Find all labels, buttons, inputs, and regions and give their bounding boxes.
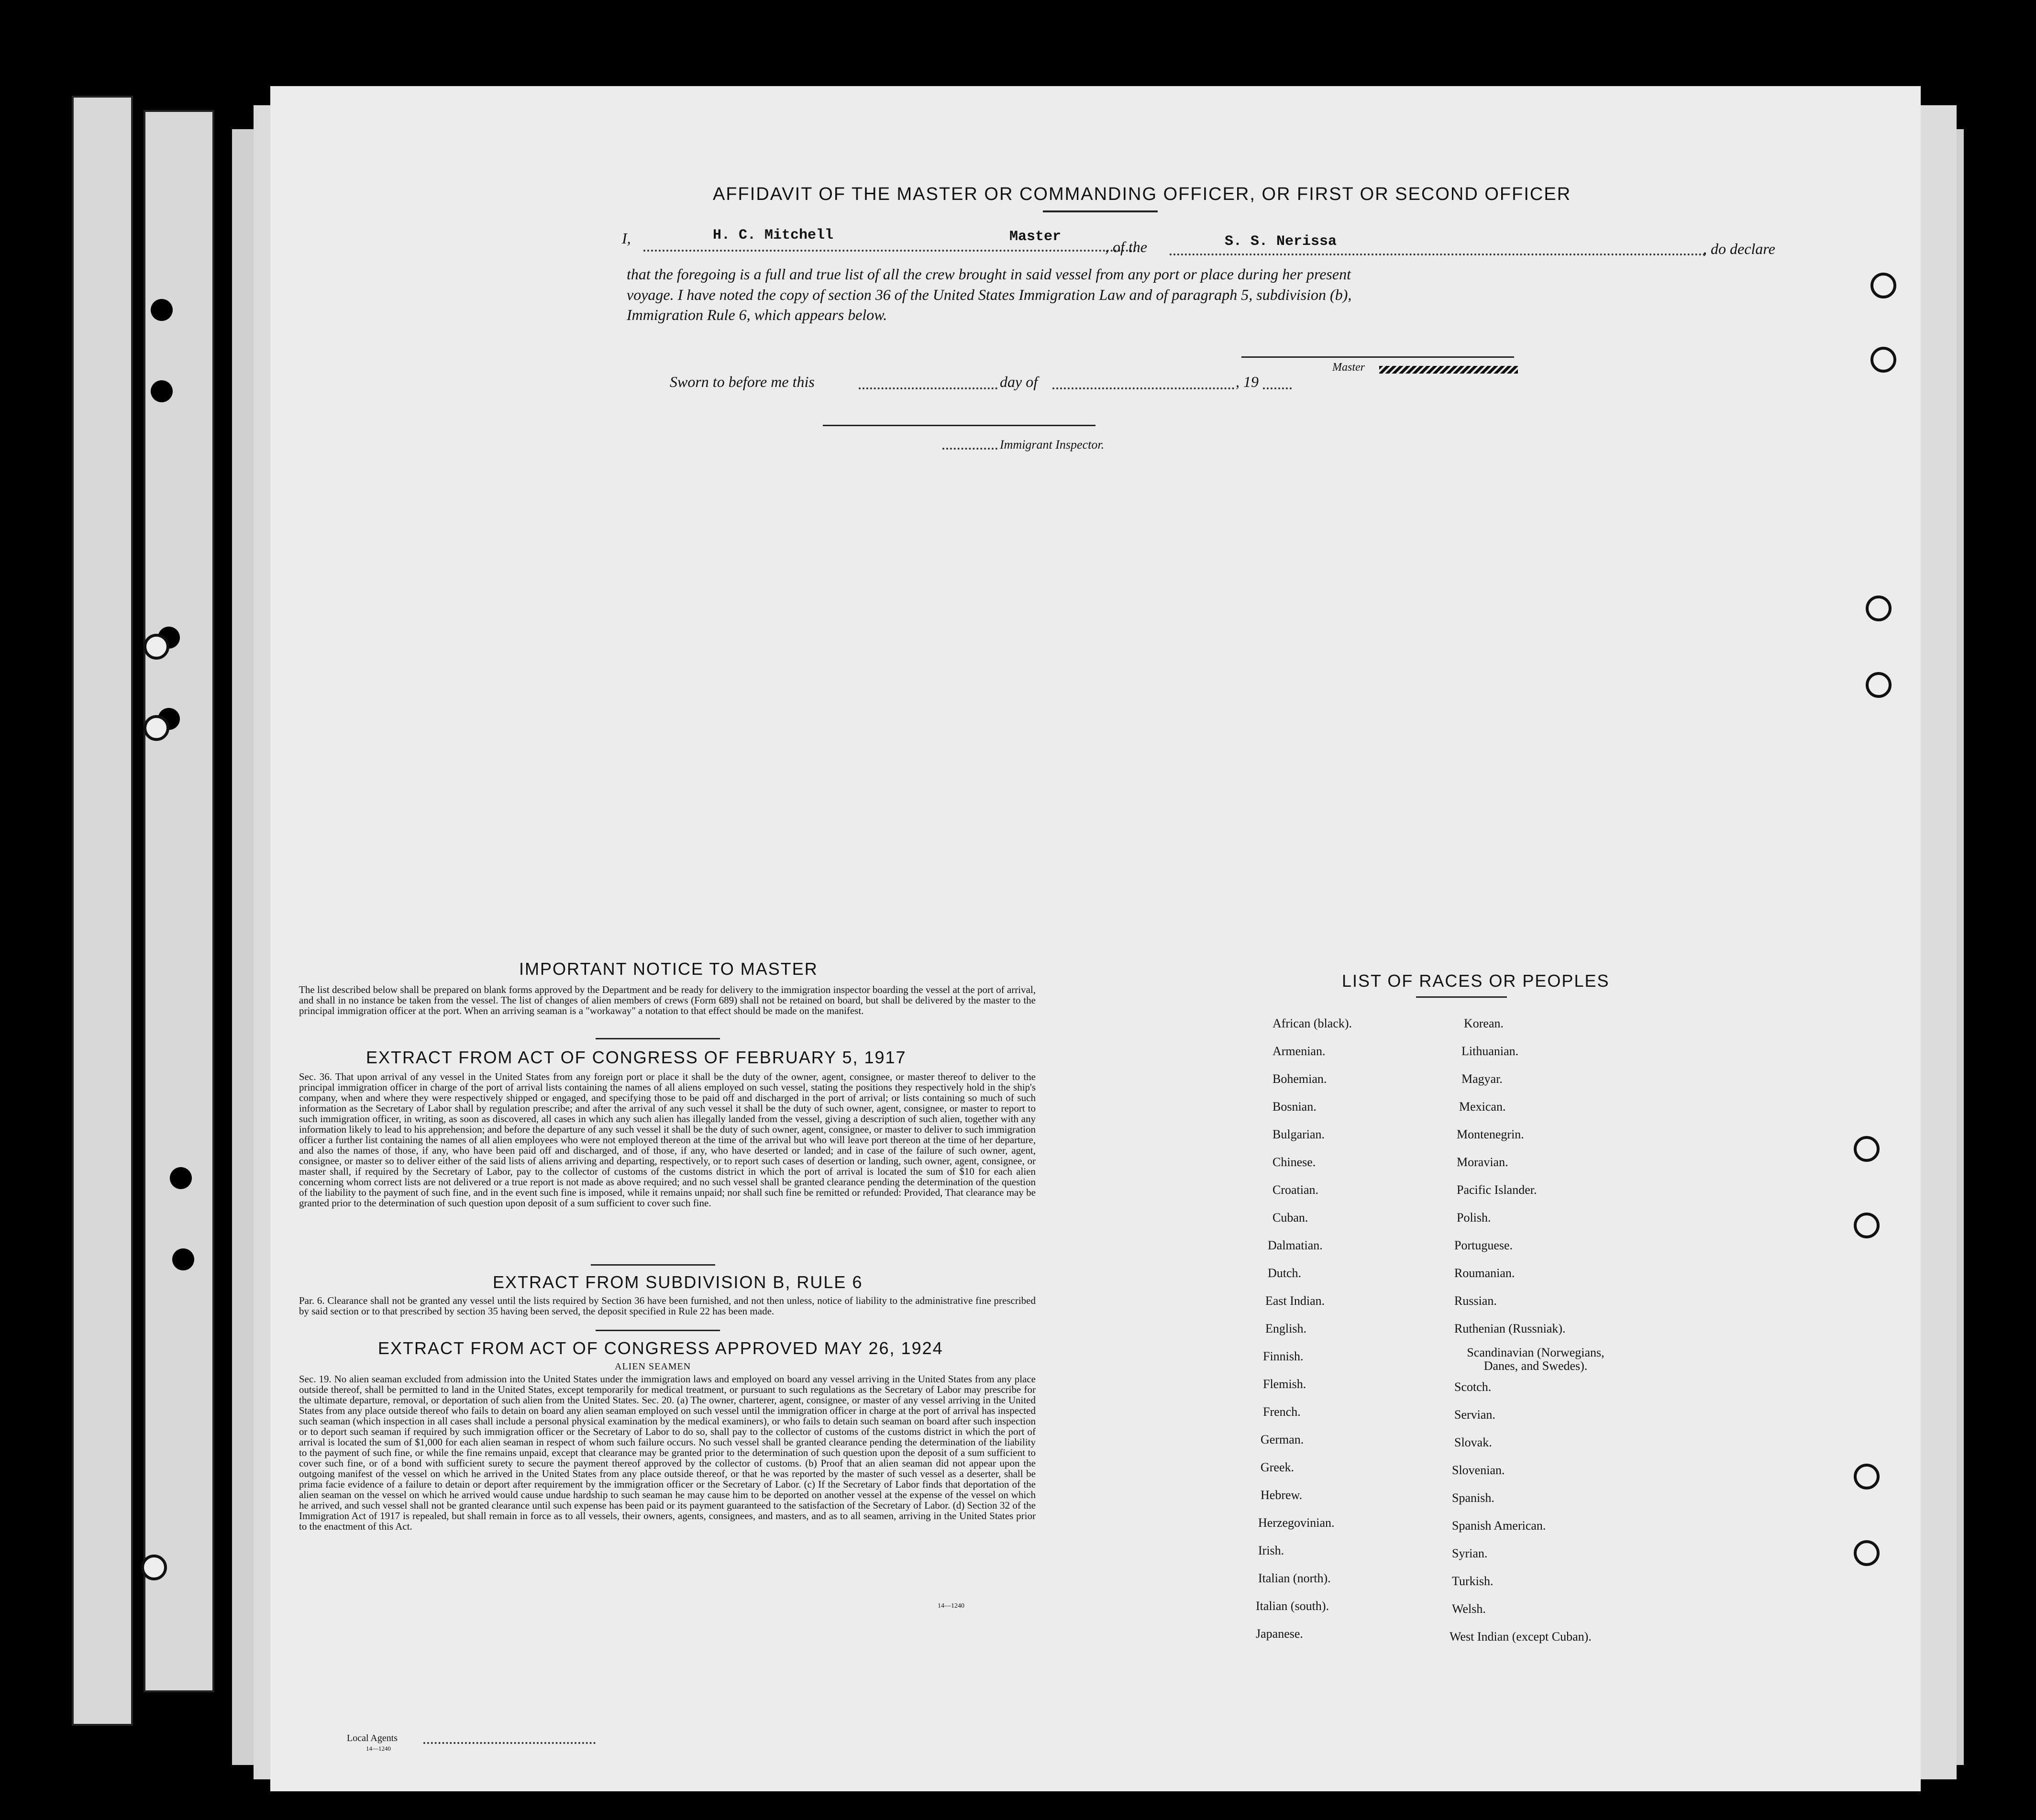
- page-ring: [1866, 596, 1892, 621]
- extract-1924-heading: EXTRACT FROM ACT OF CONGRESS APPROVED MAY 26, 1924: [378, 1338, 943, 1358]
- race-item: Hebrew.: [1261, 1488, 1303, 1502]
- race-item: Scandinavian (Norwegians, Danes, and Swedes).: [1467, 1346, 1604, 1373]
- race-item: Turkish.: [1452, 1574, 1494, 1588]
- footer-form-number: 14—1240: [366, 1745, 391, 1752]
- race-item: Cuban.: [1272, 1211, 1308, 1224]
- binder-strip-left: [72, 96, 133, 1726]
- race-item: English.: [1265, 1322, 1306, 1335]
- race-item: Spanish.: [1452, 1491, 1494, 1505]
- local-agents-label: Local Agents: [347, 1733, 398, 1743]
- alien-seamen-subheading: ALIEN SEAMEN: [615, 1361, 691, 1372]
- form-number: 14—1240: [938, 1602, 964, 1610]
- page-ring: [1866, 672, 1892, 698]
- race-item: Pacific Islander.: [1457, 1183, 1537, 1197]
- race-item: Mexican.: [1459, 1100, 1506, 1114]
- inspector-signature-line: [823, 425, 1095, 426]
- vessel-blank: [1170, 254, 1705, 255]
- binder-hole: [151, 380, 173, 402]
- race-item: Italian (north).: [1258, 1571, 1331, 1585]
- page-ring: [1854, 1136, 1880, 1162]
- race-item: African (black).: [1272, 1016, 1352, 1030]
- binder-hole: [172, 1248, 194, 1270]
- race-item: Croatian.: [1272, 1183, 1319, 1197]
- vessel-name-value: S. S. Nerissa: [1225, 233, 1337, 250]
- race-item: Roumanian.: [1454, 1266, 1515, 1280]
- race-item: Magyar.: [1461, 1072, 1503, 1086]
- race-item: Slovenian.: [1452, 1463, 1505, 1477]
- notice-divider: [596, 1038, 720, 1039]
- race-item: Bulgarian.: [1272, 1127, 1325, 1141]
- race-item: Bohemian.: [1272, 1072, 1327, 1086]
- race-item: Armenian.: [1272, 1044, 1326, 1058]
- page-ring: [1870, 347, 1896, 373]
- master-rank-value: Master: [1009, 229, 1062, 245]
- notice-body: The list described below shall be prepared on blank forms approved by the Department and be ready for delivery to the immigration inspector boarding the vessel at the port of arrival, and shall in no instance be taken from the vessel. The list of changes of alien members of crews (Form 689) shall not be retained on board, but shall be delivered by the master to the principal immigration officer at the port. When an arriving seaman is a "workaway" a notation to that effect should be made on the manifest.: [299, 984, 1036, 1016]
- affidavit-line-3: voyage. I have noted the copy of section 36 of the United States Immigration Law and of paragraph 5, subdivision (b),: [627, 286, 1352, 303]
- binder-ring: [144, 715, 169, 741]
- affidavit-line-2: that the foregoing is a full and true list of all the crew brought in said vessel from any port or place during her present: [627, 265, 1351, 283]
- binder-ring: [144, 634, 169, 660]
- race-item: Lithuanian.: [1461, 1044, 1519, 1058]
- local-agents-blank: [423, 1742, 596, 1744]
- race-item: Ruthenian (Russniak).: [1454, 1322, 1566, 1335]
- race-item: Flemish.: [1263, 1377, 1306, 1391]
- day-of-label: day of: [1000, 373, 1038, 390]
- race-item: Chinese.: [1272, 1155, 1316, 1169]
- extract-rule6-heading: EXTRACT FROM SUBDIVISION B, RULE 6: [493, 1272, 863, 1292]
- race-item: Portuguese.: [1454, 1238, 1513, 1252]
- extract-rule6-body: Par. 6. Clearance shall not be granted any vessel until the lists required by Section 36 have been furnished, and not then unless, notice of liability to the administrative fine prescribed by said section or to that prescribed by section 35 having been served, the deposit specified in Rule 22 has been made.: [299, 1295, 1036, 1317]
- binder-ring: [141, 1555, 167, 1580]
- page-ring: [1854, 1213, 1880, 1238]
- inspector-dots: [942, 448, 997, 450]
- sworn-day-blank: [859, 387, 997, 389]
- race-item: Italian (south).: [1256, 1599, 1329, 1613]
- races-heading: LIST OF RACES OR PEOPLES: [1342, 971, 1610, 991]
- race-item: French.: [1263, 1405, 1301, 1419]
- master-name-value: H. C. Mitchell: [713, 227, 834, 243]
- extract-1917-body: Sec. 36. That upon arrival of any vessel in the United States from any foreign port or place it shall be the duty of the owner, agent, consignee, or master thereof to deliver to the principal immigration officer in charge of the port of arrival lists containing the names of all aliens employed on such vessel, stating the positions they respectively hold in the ship's company, when and where they were respectively shipped or engaged, and specifying those to be paid off and discharged in the port of arrival; or lists containing so much of such information as the Secretary of Labor shall by regulation prescribe; and after the arrival of any such vessel it shall be the duty of such owner, agent, consignee, or master to report to such immigration officer, in writing, as soon as discovered, all cases in which any such alien has illegally landed from the vessel, giving a description of such alien, together with any information likely to lead to his apprehension; and before the departure of any such vessel it shall be the duty of such owner, agent, consignee, or master to deliver to such immigration officer a further list containing the names of all alien employees who were not employed thereon at the time of the arrival but who will leave port thereon at the time of her departure, and also the names of those, if any, who have been paid off and discharged, and of those, if any, who have deserted or landed; and in case of the failure of such owner, agent, consignee, or master so to deliver either of the said lists of aliens arriving and departing, respectively, or to report such cases of desertion or landing, such owner, agent, consignee, or master shall, if required by the Secretary of Labor, pay to the collector of customs of the customs district in which the port of arrival is located the sum of $10 for each alien concerning whom correct lists are not delivered or a true report is not made as above required; and no such vessel shall be granted clearance pending the determination of the question of the liability to the payment of such fine, and in the event such fine is imposed, while it remains unpaid; nor shall such fine be remitted or refunded: Provided, That clearance may be granted prior to the determination of such question upon deposit of a sum sufficient to cover such fine.: [299, 1071, 1036, 1209]
- race-item: Herzegovinian.: [1258, 1516, 1335, 1530]
- signature-master-label: Master: [1332, 361, 1365, 374]
- year-label: , 19: [1236, 373, 1259, 390]
- race-item: West Indian (except Cuban).: [1450, 1630, 1592, 1644]
- sworn-label: Sworn to before me this: [670, 373, 815, 390]
- extract-1917-heading: EXTRACT FROM ACT OF CONGRESS OF FEBRUARY 5, 1917: [366, 1048, 907, 1067]
- inspector-label: Immigrant Inspector.: [1000, 438, 1105, 452]
- race-item: Greek.: [1261, 1460, 1295, 1474]
- extract-rule6-divider: [596, 1330, 720, 1331]
- race-item: Slovak.: [1454, 1435, 1492, 1449]
- of-the-label: , of the: [1105, 238, 1147, 255]
- race-item: Servian.: [1454, 1408, 1495, 1422]
- binder-hole: [170, 1167, 192, 1189]
- race-item: East Indian.: [1265, 1294, 1325, 1308]
- race-item: Montenegrin.: [1457, 1127, 1524, 1141]
- race-item: Spanish American.: [1452, 1519, 1546, 1533]
- page-ring: [1854, 1540, 1880, 1566]
- race-item: German.: [1261, 1433, 1304, 1446]
- declare-label: , do declare: [1703, 240, 1775, 257]
- race-item: Irish.: [1258, 1544, 1284, 1557]
- race-item: Dutch.: [1268, 1266, 1302, 1280]
- affidavit-line-4: Immigration Rule 6, which appears below.: [627, 306, 887, 323]
- race-item: Korean.: [1464, 1016, 1504, 1030]
- signature-line: [1241, 356, 1514, 358]
- extract-1924-body: Sec. 19. No alien seaman excluded from admission into the United States under the immigration laws and employed on board any vessel arriving in the United States from any place outside thereof, shall be permitted to land in the United States, except temporarily for medical treatment, or pursuant to such regulations as the Secretary of Labor may prescribe for the ultimate departure, removal, or deportation of such alien from the United States. Sec. 20. (a) The owner, charterer, agent, consignee, or master of any vessel arriving in the United States from any place outside thereof who fails to detain on board any alien seaman employed on such vessel until the immigration officer in charge at the port of arrival has inspected such seaman (which inspection in all cases shall include a personal physical examination by the medical examiners), or who fails to detain such seaman on board after such inspection or to deport such seaman if required by such immigration officer or the Secretary of Labor to do so, shall pay to the collector of customs of the customs district in which the port of arrival is located the sum of $1,000 for each alien seaman in respect of whom such failure occurs. No such vessel shall be granted clearance pending the determination of the liability to the payment of such fine, or while the fine remains unpaid, except that clearance may be granted prior to the determination of such question upon the deposit of a sum sufficient to cover such fine, or of a bond with sufficient surety to secure the payment thereof approved by the collector of customs. (b) Proof that an alien seaman did not appear upon the outgoing manifest of the vessel on which he arrived in the United States from any place outside thereof, or that he was reported by the master of such vessel as a deserter, shall be prima facie evidence of a failure to detain or deport after requirement by the immigration officer or the Secretary of Labor. (c) If the Secretary of Labor finds that deportation of the alien seaman on the vessel on which he arrived would cause undue hardship to such seaman he may cause him to be deported on another vessel at the expense of the vessel on which he arrived, and such vessel shall not be granted clearance until such expense has been paid or its payment guaranteed to the satisfaction of the Secretary of Labor. (d) Section 32 of the Immigration Act of 1917 is repealed, but shall remain in force as to all vessels, their owners, agents, consignees, and masters, and as to all seamen, arriving in the United States prior to the enactment of this Act.: [299, 1373, 1036, 1532]
- name-blank: [643, 250, 1136, 252]
- race-item: Syrian.: [1452, 1546, 1488, 1560]
- affidavit-i-label: I,: [622, 230, 631, 247]
- sworn-month-blank: [1052, 387, 1234, 389]
- race-item: Russian.: [1454, 1294, 1497, 1308]
- race-item: Moravian.: [1457, 1155, 1508, 1169]
- struck-out-title: [1379, 366, 1518, 374]
- extract-1917-divider: [591, 1264, 715, 1266]
- races-divider: [1416, 996, 1507, 998]
- sworn-year-blank: [1263, 387, 1292, 389]
- race-item: Scotch.: [1454, 1380, 1492, 1394]
- heading-divider: [1043, 210, 1158, 212]
- notice-heading: IMPORTANT NOTICE TO MASTER: [519, 959, 818, 979]
- race-item: Polish.: [1457, 1211, 1491, 1224]
- race-item: Welsh.: [1452, 1602, 1486, 1616]
- page-ring: [1854, 1464, 1880, 1489]
- race-item: Japanese.: [1256, 1627, 1303, 1641]
- race-item: Bosnian.: [1272, 1100, 1317, 1114]
- race-item: Dalmatian.: [1268, 1238, 1323, 1252]
- affidavit-heading: AFFIDAVIT OF THE MASTER OR COMMANDING OFFICER, OR FIRST OR SECOND OFFICER: [713, 184, 1571, 204]
- binder-strip-middle: [144, 110, 214, 1692]
- binder-hole: [151, 299, 173, 321]
- form-page: [270, 86, 1921, 1791]
- race-item: Finnish.: [1263, 1349, 1304, 1363]
- page-ring: [1870, 273, 1896, 298]
